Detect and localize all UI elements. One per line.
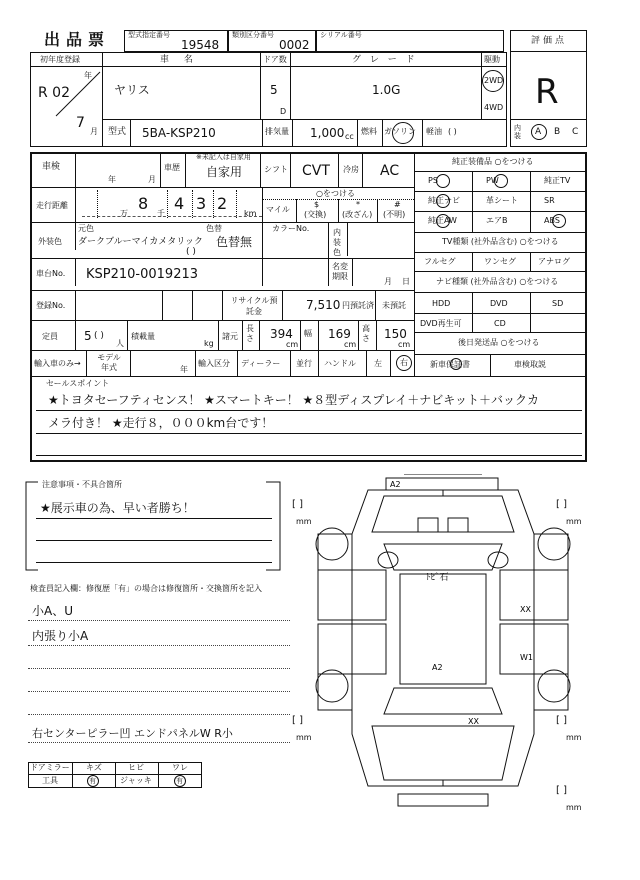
divider bbox=[530, 292, 531, 332]
divider bbox=[115, 762, 116, 788]
drive-label: 駆動 bbox=[484, 55, 500, 64]
inspector-rule bbox=[28, 714, 290, 715]
width-cm: cm bbox=[344, 340, 357, 349]
mileage-label: 走行距離 bbox=[36, 201, 68, 210]
inspector-line-3: 右センターピラー凹 エンドパネルW R小 bbox=[32, 727, 233, 740]
divider bbox=[130, 119, 131, 147]
equipment-item: PS bbox=[428, 176, 438, 185]
inspector-rule bbox=[28, 620, 290, 621]
tire-mm-fl: mm bbox=[296, 517, 312, 526]
name-change-label: 名変期限 bbox=[332, 262, 348, 281]
drive-2wd: 2WD bbox=[484, 76, 504, 85]
name-change-month: 月 bbox=[384, 277, 392, 286]
dims-label: 諸元 bbox=[222, 332, 238, 341]
divider bbox=[130, 350, 131, 376]
left-option: 左 bbox=[374, 359, 382, 368]
divider bbox=[218, 320, 219, 350]
color-label: 外装色 bbox=[38, 237, 62, 246]
hash-sign: # bbox=[394, 200, 401, 209]
divider bbox=[75, 152, 76, 250]
tools-header-2: ヒビ bbox=[128, 763, 144, 772]
category-value: 0002 bbox=[279, 38, 310, 52]
first-reg-era: R 02 bbox=[38, 85, 70, 101]
divider bbox=[414, 232, 587, 233]
first-reg-label: 初年度登録 bbox=[40, 55, 80, 64]
divider bbox=[30, 320, 414, 321]
kg-unit: kg bbox=[204, 339, 214, 348]
import-cat-label: 輸入区分 bbox=[198, 359, 230, 368]
sales-label: セールスポイント bbox=[46, 379, 110, 388]
circle-note: ○をつける bbox=[316, 189, 355, 198]
divider bbox=[75, 320, 76, 350]
divider bbox=[358, 320, 359, 350]
mileage-cell-guide bbox=[82, 216, 262, 217]
divider bbox=[260, 52, 261, 119]
divider bbox=[242, 320, 243, 350]
divider bbox=[338, 199, 339, 222]
history-note: ※未記入は自家用 bbox=[196, 153, 251, 161]
divider bbox=[236, 190, 237, 218]
equipment-item: 革シート bbox=[486, 196, 518, 205]
divider bbox=[30, 258, 414, 259]
divider bbox=[511, 51, 586, 52]
tire-mm-rr: mm bbox=[566, 733, 582, 742]
tv-item-1: ワンセグ bbox=[484, 257, 516, 266]
divider bbox=[262, 222, 263, 286]
color-change-label: 色替 bbox=[206, 224, 222, 233]
divider bbox=[97, 190, 98, 218]
shift-value: CVT bbox=[302, 163, 330, 179]
mark-roof: ﾄﾋﾞ石 bbox=[426, 573, 449, 583]
equipment-item: 純正AW bbox=[428, 216, 457, 225]
later-item-circle bbox=[450, 358, 462, 370]
ac-value: AC bbox=[380, 163, 400, 179]
color-paren: ( ) bbox=[186, 247, 196, 257]
tools-cell-0: 工具 bbox=[42, 776, 58, 785]
tire-bracket-fl: [ ] bbox=[292, 499, 303, 510]
caution-value: ★展示車の為、早い者勝ち！ bbox=[40, 501, 195, 515]
equipment-item-circle bbox=[436, 174, 450, 188]
divider bbox=[414, 354, 587, 355]
divider bbox=[75, 258, 76, 286]
man-unit: 万 bbox=[120, 209, 128, 218]
mark-right-rear-door: XX bbox=[520, 605, 531, 614]
divider bbox=[362, 152, 363, 187]
grade-score-label: 評価点 bbox=[531, 36, 568, 46]
equipment-item: SR bbox=[544, 196, 555, 205]
tools-header-3: ワレ bbox=[172, 763, 188, 772]
capacity-value: 5 bbox=[84, 329, 92, 343]
handle-label: ハンドル bbox=[324, 359, 356, 368]
divider bbox=[222, 290, 223, 320]
divider bbox=[30, 376, 587, 377]
navi-item-2: SD bbox=[552, 299, 564, 308]
divider bbox=[195, 350, 196, 376]
cc-unit: cc bbox=[345, 132, 354, 141]
orig-color-value: ダークブルーマイカメタリック bbox=[78, 237, 203, 247]
divider bbox=[318, 350, 319, 376]
sales-line-1: ★トヨタセーフティセンス！ ★スマートキー！ ★８型ディスプレイ＋ナビキット＋バックカ bbox=[48, 393, 539, 407]
tire-mm-spare: mm bbox=[566, 803, 582, 812]
sen-unit: 千 bbox=[157, 209, 165, 218]
divider bbox=[414, 271, 587, 272]
tampered-option: (改ざん) bbox=[342, 210, 373, 219]
divider bbox=[192, 190, 193, 218]
divider bbox=[72, 762, 73, 788]
serial-box bbox=[316, 30, 504, 52]
divider bbox=[158, 762, 159, 788]
grade-label: グ レ ー ド bbox=[352, 55, 418, 65]
caution-rule bbox=[36, 562, 272, 563]
km-unit: km bbox=[244, 209, 257, 218]
doors-label: ドア数 bbox=[263, 55, 287, 64]
model-label: 型式 bbox=[108, 127, 127, 137]
divider bbox=[259, 320, 260, 350]
interior-a: A bbox=[535, 127, 542, 137]
right-option: 右 bbox=[400, 358, 408, 367]
inspector-rule bbox=[28, 691, 290, 692]
divider bbox=[162, 290, 163, 320]
inspector-line-1: 小A、U bbox=[32, 604, 73, 618]
divider bbox=[347, 222, 348, 256]
door-type: D bbox=[280, 107, 287, 116]
name-change-day: 日 bbox=[402, 277, 410, 286]
car-name-value: ヤリス bbox=[114, 83, 150, 97]
unknown-option: (不明) bbox=[383, 210, 406, 219]
interior-c: C bbox=[572, 127, 579, 137]
mark-right-pillar: W1 bbox=[520, 653, 533, 662]
equipment-item-circle bbox=[436, 194, 450, 208]
divider bbox=[30, 350, 414, 351]
divider bbox=[75, 290, 76, 320]
not-deposited: 未預託 bbox=[382, 301, 406, 310]
equipment-item: 純正ナビ bbox=[428, 196, 460, 205]
first-reg-year-unit: 年 bbox=[84, 71, 92, 80]
first-reg-month: 7 bbox=[76, 115, 85, 131]
divider bbox=[414, 211, 587, 212]
tire-mm-rl: mm bbox=[296, 733, 312, 742]
recycle-label: リサイクル預託金 bbox=[230, 296, 278, 316]
divider bbox=[414, 191, 587, 192]
exchange-option: (交換) bbox=[304, 210, 327, 219]
inspector-rule bbox=[28, 668, 290, 669]
doors-value: 5 bbox=[270, 83, 278, 97]
interior-b: B bbox=[554, 127, 561, 137]
dollar-sign: $ bbox=[314, 200, 320, 209]
import-label: 輸入車のみ→ bbox=[34, 359, 81, 368]
fuel-gas: ガソリン bbox=[384, 127, 416, 136]
divider bbox=[530, 252, 531, 271]
chassis-value: KSP210-0019213 bbox=[86, 267, 199, 282]
sales-line-2: メラ付き！ ★走行８，０００km台です！ bbox=[48, 416, 274, 430]
tools-cell-2: ジャッキ bbox=[120, 776, 152, 785]
fuel-diesel: 軽油 bbox=[426, 127, 442, 136]
recycle-value: 7,510 bbox=[306, 298, 341, 312]
asterisk-sign: * bbox=[356, 200, 360, 209]
equipment-item: PW bbox=[486, 176, 499, 185]
divider bbox=[414, 332, 587, 333]
height-value: 150 bbox=[384, 327, 407, 341]
divider bbox=[530, 171, 531, 232]
equipment-item-circle bbox=[436, 214, 450, 228]
divider bbox=[290, 152, 291, 187]
divider bbox=[290, 52, 291, 119]
person-unit: 人 bbox=[116, 339, 124, 348]
divider bbox=[30, 187, 414, 188]
divider bbox=[490, 354, 491, 376]
tv-item-0: フルセグ bbox=[424, 257, 456, 266]
equipment-item: 純正TV bbox=[544, 176, 571, 185]
inspector-label: 検査員記入欄：修復歴「有」の場合は修復箇所・交換箇所を記入 bbox=[30, 584, 262, 593]
mileage-digit-1: 4 bbox=[174, 194, 185, 213]
divider bbox=[338, 152, 339, 187]
model-year-label: モデル年式 bbox=[97, 353, 121, 372]
mile-option: マイル bbox=[266, 205, 290, 214]
divider bbox=[192, 290, 193, 320]
divider bbox=[366, 350, 367, 376]
divider bbox=[414, 171, 587, 172]
fuel-label: 燃料 bbox=[361, 127, 377, 136]
inspection-month: 月 bbox=[148, 175, 156, 184]
load-label: 積載量 bbox=[131, 332, 155, 341]
capacity-label: 定員 bbox=[42, 332, 58, 341]
divider bbox=[318, 320, 319, 350]
caution-label: 注意事項・不具合箇所 bbox=[42, 480, 122, 489]
divider bbox=[237, 350, 238, 376]
navi-item-3: DVD再生可 bbox=[420, 319, 462, 328]
equipment-item-circle bbox=[552, 214, 566, 228]
divider bbox=[472, 171, 473, 232]
page-title: 出品票 bbox=[44, 30, 111, 49]
grade-score-value: R bbox=[535, 72, 559, 112]
divider bbox=[414, 152, 415, 376]
category-label: 類別区分番号 bbox=[232, 31, 274, 39]
equipment-title: 純正装備品 ○をつける bbox=[452, 157, 534, 166]
inspection-year: 年 bbox=[108, 175, 116, 184]
orig-color-label: 元色 bbox=[78, 224, 94, 233]
later-item-0: 新車保証書 bbox=[430, 360, 470, 369]
divider bbox=[376, 320, 377, 350]
width-value: 169 bbox=[328, 327, 351, 341]
divider bbox=[414, 292, 587, 293]
mileage-digit-2: 3 bbox=[196, 194, 207, 213]
tools-cell-1: 有 bbox=[89, 777, 96, 785]
reg-no-label: 登録No. bbox=[36, 301, 66, 310]
interior-color-label: 内装色 bbox=[333, 228, 341, 257]
divider bbox=[167, 190, 168, 218]
car-name-label: 車 名 bbox=[160, 55, 199, 65]
displacement-label: 排気量 bbox=[265, 127, 289, 136]
sales-rule bbox=[36, 433, 582, 434]
tire-bracket-spare: [ ] bbox=[556, 785, 567, 796]
caution-frame bbox=[24, 480, 284, 575]
tv-title: TV種類 (社外品含む) ○をつける bbox=[442, 237, 559, 246]
type-designation-value: 19548 bbox=[181, 38, 220, 52]
model-value: 5BA-KSP210 bbox=[142, 126, 216, 140]
divider bbox=[86, 350, 87, 376]
ac-label: 冷房 bbox=[343, 165, 359, 174]
navi-item-4: CD bbox=[494, 319, 506, 328]
inspection-label: 車検 bbox=[42, 162, 61, 172]
history-value: 自家用 bbox=[206, 165, 243, 179]
tire-mm-fr: mm bbox=[566, 517, 582, 526]
divider bbox=[160, 152, 161, 187]
divider bbox=[357, 119, 358, 147]
car-damage-diagram bbox=[288, 474, 598, 814]
type-designation-label: 型式指定番号 bbox=[128, 31, 170, 39]
divider bbox=[481, 52, 482, 119]
divider bbox=[282, 290, 283, 320]
divider bbox=[300, 320, 301, 350]
divider bbox=[296, 199, 297, 222]
sales-rule bbox=[36, 455, 582, 456]
divider bbox=[375, 290, 376, 320]
navi-item-0: HDD bbox=[432, 299, 451, 308]
inspector-rule bbox=[28, 742, 290, 743]
divider bbox=[290, 350, 291, 376]
length-label: 長さ bbox=[246, 324, 254, 343]
divider bbox=[260, 152, 261, 187]
later-title: 後日発送品 ○をつける bbox=[458, 338, 540, 347]
inspector-line-2: 内張り小A bbox=[32, 629, 89, 643]
later-item-1: 車検取説 bbox=[514, 360, 546, 369]
divider bbox=[472, 292, 473, 332]
model-year-unit: 年 bbox=[180, 365, 188, 374]
tire-bracket-fr: [ ] bbox=[556, 499, 567, 510]
chassis-label: 車台No. bbox=[36, 269, 66, 278]
sales-rule bbox=[36, 410, 582, 411]
divider bbox=[262, 187, 263, 222]
divider bbox=[213, 190, 214, 218]
type-designation-box bbox=[124, 30, 228, 52]
length-cm: cm bbox=[286, 340, 299, 349]
serial-label: シリアル番号 bbox=[320, 31, 362, 39]
color-no-label: カラーNo. bbox=[272, 224, 310, 233]
mileage-man: 8 bbox=[138, 194, 149, 213]
divider bbox=[262, 119, 263, 147]
divider bbox=[414, 252, 587, 253]
divider bbox=[414, 313, 587, 314]
divider bbox=[377, 199, 378, 222]
equipment-item: ABS bbox=[544, 216, 560, 225]
mark-rear: XX bbox=[468, 717, 479, 726]
parallel-option: 並行 bbox=[296, 359, 312, 368]
first-reg-month-unit: 月 bbox=[90, 127, 98, 136]
divider bbox=[352, 258, 353, 286]
tools-cell-3: 有 bbox=[176, 777, 183, 785]
divider bbox=[390, 350, 391, 376]
equipment-item-circle bbox=[494, 174, 508, 188]
tv-item-2: アナログ bbox=[538, 257, 570, 266]
height-label: 高さ bbox=[362, 324, 370, 343]
history-label: 車歴 bbox=[164, 163, 180, 172]
tire-bracket-rl: [ ] bbox=[292, 715, 303, 726]
color-change-value: 色替無 bbox=[216, 235, 253, 249]
divider bbox=[185, 152, 186, 187]
divider bbox=[382, 119, 383, 147]
displacement-value: 1,000 bbox=[310, 126, 345, 140]
fuel-paren: ( ) bbox=[448, 127, 457, 136]
tools-header-0: ドアミラー bbox=[30, 763, 70, 772]
divider bbox=[102, 119, 507, 120]
recycle-status: 円預託済 bbox=[342, 301, 374, 310]
divider bbox=[472, 252, 473, 271]
divider bbox=[328, 222, 329, 286]
length-value: 394 bbox=[270, 327, 293, 341]
tire-bracket-rr: [ ] bbox=[556, 715, 567, 726]
capacity-paren: ( ) bbox=[94, 331, 104, 341]
height-cm: cm bbox=[398, 340, 411, 349]
drive-4wd: 4WD bbox=[484, 103, 504, 112]
navi-item-1: DVD bbox=[490, 299, 508, 308]
mark-center: A2 bbox=[432, 663, 443, 672]
interior-label: 内装 bbox=[514, 124, 521, 140]
divider bbox=[127, 320, 128, 350]
divider bbox=[422, 119, 423, 147]
grade-value: 1.0G bbox=[372, 83, 401, 97]
caution-rule bbox=[36, 518, 272, 519]
equipment-item: エアB bbox=[486, 216, 508, 225]
tools-header-1: キズ bbox=[86, 763, 102, 772]
width-label: 幅 bbox=[304, 329, 312, 338]
divider bbox=[30, 222, 414, 223]
dealer-option: ディーラー bbox=[241, 359, 281, 368]
divider bbox=[102, 52, 103, 147]
category-box bbox=[228, 30, 316, 52]
divider bbox=[292, 119, 293, 147]
navi-title: ナビ種類 (社外品含む) ○をつける bbox=[436, 277, 559, 286]
mileage-digit-3: 2 bbox=[217, 194, 228, 213]
inspector-rule bbox=[28, 645, 290, 646]
mark-top: A2 bbox=[390, 480, 401, 489]
caution-rule bbox=[36, 540, 272, 541]
shift-label: シフト bbox=[264, 165, 288, 174]
